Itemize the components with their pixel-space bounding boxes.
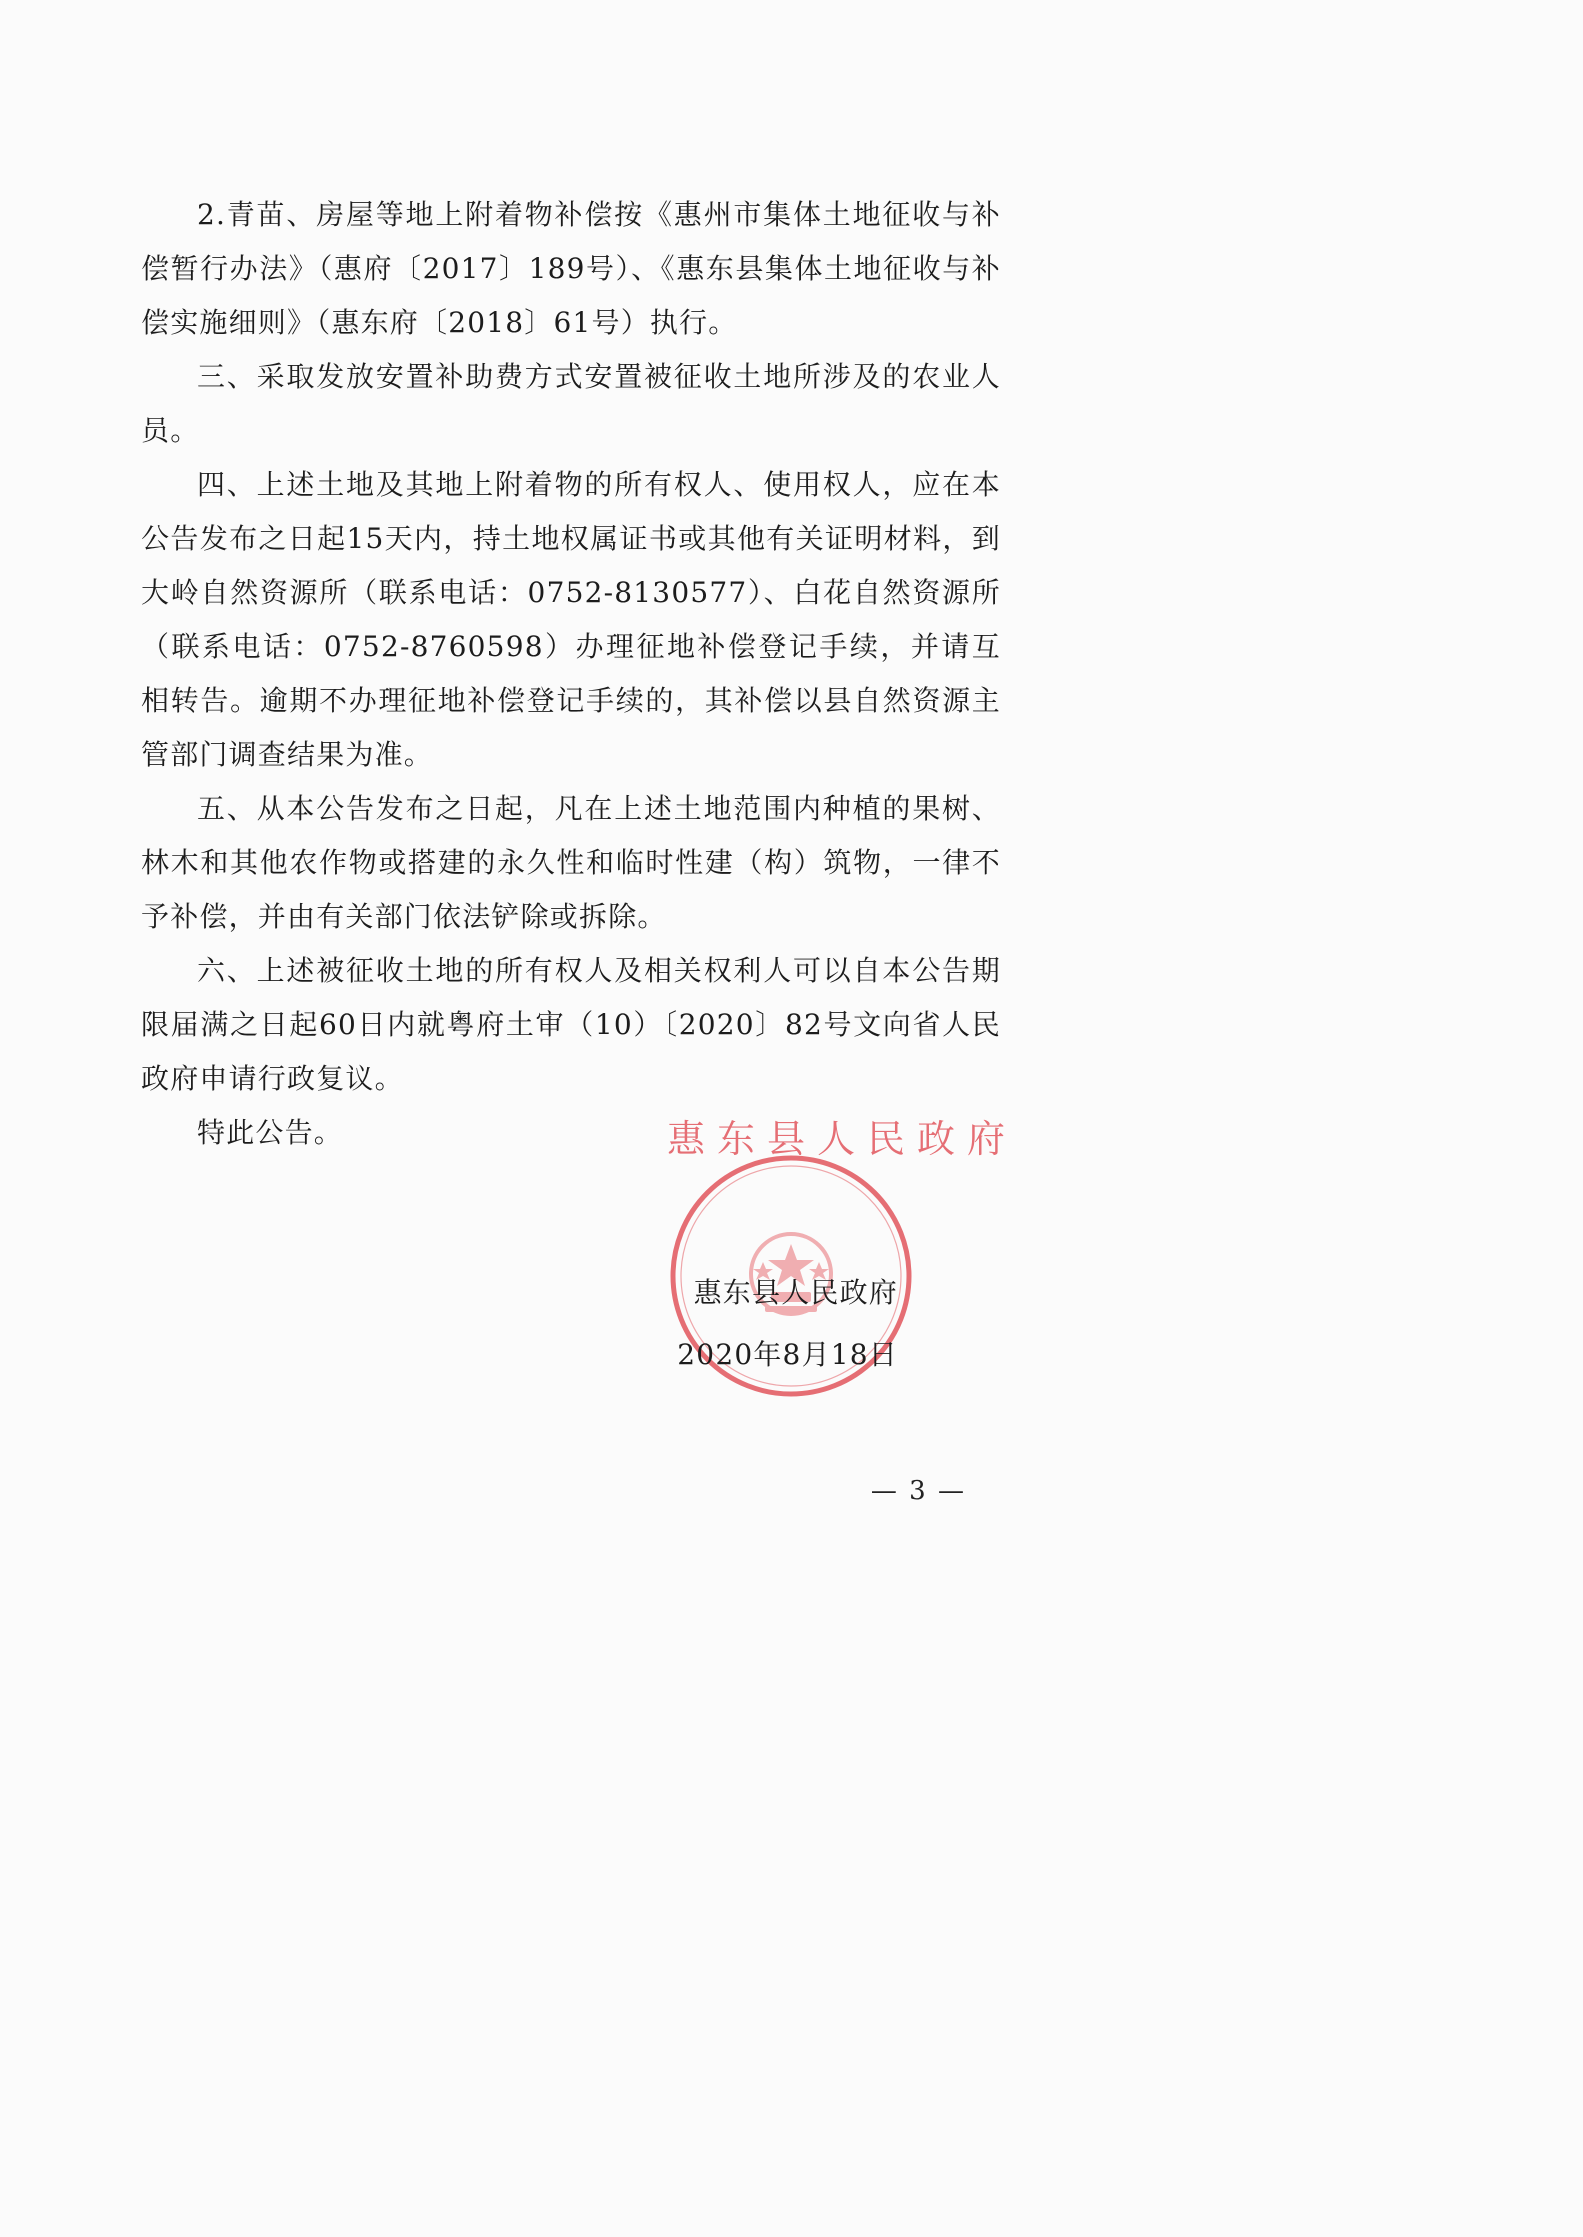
issue-date: 2020年8月18日 [677,1338,898,1371]
signature-block [677,1262,898,1386]
paragraph-resettlement: 三、采取发放安置补助费方式安置被征收土地所涉及的农业人员。 [141,360,1001,447]
paragraph-registration: 四、上述土地及其地上附着物的所有权人、使用权人，应在本公告发布之日起15天内，持土地权属证书或其他有关证明材料，到大岭自然资源所（联系电话：0752-8130577）、白花自然资源所（联系电话：0752-8760598）办理征地补偿登记手续，并请互相转告。逾期不办理征地补偿登记手续的，其补偿以县自然资源主管部门调查结果为准。 [141,468,1001,771]
page-number: — 3 — [870,1476,966,1506]
paragraph-announcement-close: 特此公告。 [197,1116,344,1149]
paragraph-no-compensation: 五、从本公告发布之日起，凡在上述土地范围内种植的果树、林木和其他农作物或搭建的永久性和临时性建（构）筑物，一律不予补偿，并由有关部门依法铲除或拆除。 [141,792,1001,933]
issuer-name: 惠东县人民政府 [693,1276,898,1309]
document-page [0,0,1114,1568]
paragraph-compensation-rules: 2.青苗、房屋等地上附着物补偿按《惠州市集体土地征收与补偿暂行办法》（惠府〔2017〕189号）、《惠东县集体土地征收与补偿实施细则》（惠东府〔2018〕61号）执行。 [141,198,1001,339]
seal-text: 惠东县人民政府 [667,1117,1018,1161]
paragraph-administrative-review: 六、上述被征收土地的所有权人及相关权利人可以自本公告期限届满之日起60日内就粤府土审（10）〔2020〕82号文向省人民政府申请行政复议。 [141,954,1001,1095]
document-body [141,188,1001,1160]
